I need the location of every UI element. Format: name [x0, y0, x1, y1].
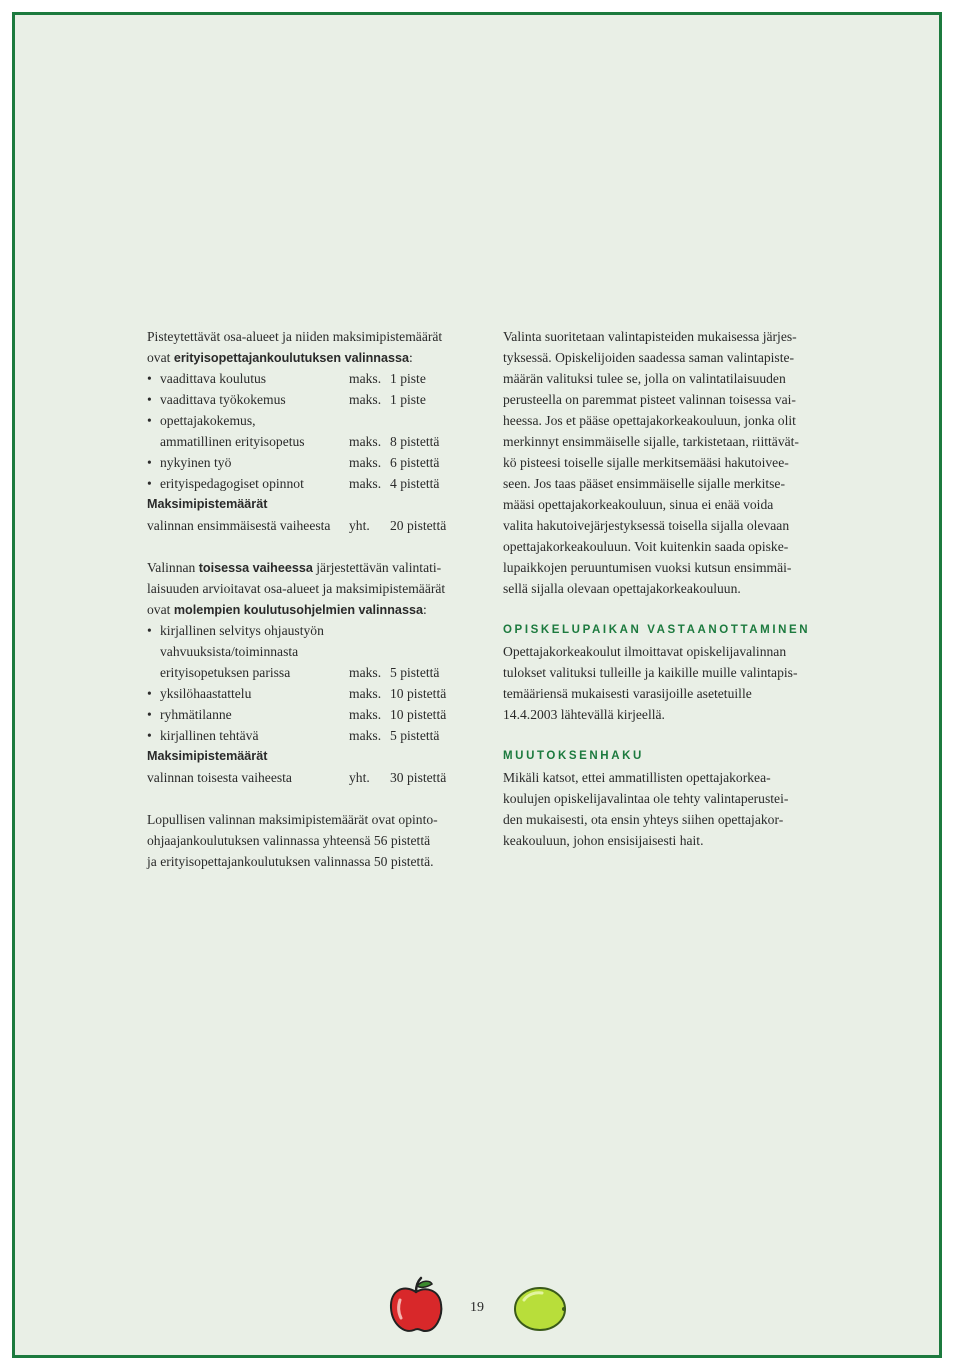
- heading-appeal: MUUTOKSENHAKU: [503, 750, 644, 762]
- list1-item-maks: maks.: [349, 371, 382, 386]
- bullet-icon: •: [147, 371, 152, 386]
- intro-line-2: ovat erityisopettajankoulutuksen valinnassa:: [147, 350, 413, 365]
- list2-item-label: ryhmätilanne: [160, 707, 232, 722]
- both-programs-emph: molempien koulutusohjelmien valinnassa: [173, 603, 423, 617]
- list2-item: [147, 662, 487, 683]
- list1-item-points: 1 piste: [390, 392, 426, 407]
- bullet-icon: •: [147, 455, 152, 470]
- list2-item-label: yksilöhaastattelu: [160, 686, 252, 701]
- list1-item: [147, 389, 487, 410]
- list2-item-maks: maks.: [349, 707, 382, 722]
- list2-item-label: vahvuuksista/toiminnasta: [160, 644, 299, 659]
- text-line: Valinta suoritetaan valintapisteiden mukaisessa järjes-: [503, 329, 797, 344]
- list1-item-label: erityispedagogiset opinnot: [160, 476, 304, 491]
- final-line-1: Lopullisen valinnan maksimipistemäärät ovat opinto-: [147, 812, 438, 827]
- list2-item-points: 10 pistettä: [390, 707, 447, 722]
- list1-item-maks: maks.: [349, 455, 382, 470]
- text-line: perusteella on paremmat pisteet valinnan toisessa vai-: [503, 392, 796, 407]
- list1-item-maks: maks.: [349, 476, 382, 491]
- intro2-line-3: ovat molempien koulutusohjelmien valinnassa:: [147, 602, 427, 617]
- text-line: koulujen opiskelijavalintaa ole tehty valintaperustei-: [503, 791, 789, 806]
- list2-item-points: 5 pistettä: [390, 728, 440, 743]
- max2-yht: yht.: [349, 770, 370, 785]
- bullet-icon: •: [147, 623, 152, 638]
- text-line: kö pisteesi toiselle sijalle merkitsemääsi hakutoivee-: [503, 455, 789, 470]
- bullet-icon: •: [147, 728, 152, 743]
- bullet-icon: •: [147, 707, 152, 722]
- list1-item: [147, 410, 487, 431]
- text-line: Mikäli katsot, ettei ammatillisten opettajakorkea-: [503, 770, 771, 785]
- criteria-list-1: [147, 368, 487, 494]
- selection-paragraph: [503, 326, 823, 599]
- text-line: temääriensä mukaisesti varasijoille asetetuille: [503, 686, 752, 701]
- list2-item: [147, 704, 487, 725]
- final-line-3: ja erityisopettajankoulutuksen valinnassa 50 pistettä.: [147, 854, 434, 869]
- text-line: seen. Jos taas pääset ensimmäiselle sijalle merkitse-: [503, 476, 785, 491]
- list1-item: [147, 473, 487, 494]
- list1-item-points: 4 pistettä: [390, 476, 440, 491]
- text-line: tyksessä. Opiskelijoiden saadessa saman valintapiste-: [503, 350, 795, 365]
- acceptance-paragraph: [503, 641, 823, 725]
- text-line: määsi opettajakorkeakouluun, sinua ei enää voida: [503, 497, 774, 512]
- max2-heading: Maksimipistemäärät: [147, 749, 268, 763]
- intro-line-1: Pisteytettävät osa-alueet ja niiden maksimipistemäärät: [147, 329, 443, 344]
- text-line: sellä sijalla olevaan opettajakorkeakouluun.: [503, 581, 741, 596]
- list1-item: [147, 431, 487, 452]
- page-number: 19: [470, 1300, 484, 1315]
- right-column: [503, 326, 823, 851]
- lime-icon: [512, 1284, 568, 1334]
- list2-item: [147, 620, 487, 641]
- list1-item-label: vaadittava työkokemus: [160, 392, 286, 407]
- text-line: merkinnyt ensimmäiselle sijalle, tarkistetaan, riittävät-: [503, 434, 799, 449]
- list1-item-label: ammatillinen erityisopetus: [160, 434, 305, 449]
- text-line: määrän valituksi tulee se, jolla on valintatilaisuuden: [503, 371, 786, 386]
- text-line: tulokset valituksi tulleille ja kaikille muille valintapis-: [503, 665, 798, 680]
- left-column: [147, 326, 487, 872]
- list2-item-label: erityisopetuksen parissa: [160, 665, 291, 680]
- list2-item: [147, 641, 487, 662]
- list2-item-points: 10 pistettä: [390, 686, 447, 701]
- text-line: den mukaisesti, ota ensin yhteys siihen opettajakor-: [503, 812, 784, 827]
- max2-label: valinnan toisesta vaiheesta: [147, 770, 292, 785]
- list2-item: [147, 683, 487, 704]
- list1-item: [147, 368, 487, 389]
- list2-item-points: 5 pistettä: [390, 665, 440, 680]
- phase-two-emph: toisessa vaiheessa: [198, 561, 313, 575]
- list2-item-maks: maks.: [349, 728, 382, 743]
- program-name: erityisopettajankoulutuksen valinnassa: [173, 351, 409, 365]
- max1-heading: Maksimipistemäärät: [147, 497, 268, 511]
- max1-yht: yht.: [349, 518, 370, 533]
- max1-total-row: [147, 515, 487, 536]
- list2-item-label: kirjallinen selvitys ohjaustyön: [160, 623, 324, 638]
- list2-item-maks: maks.: [349, 665, 382, 680]
- text-line: heessa. Jos et pääse opettajakorkeakouluun, jonka olit: [503, 413, 796, 428]
- bullet-icon: •: [147, 476, 152, 491]
- list1-item-points: 6 pistettä: [390, 455, 440, 470]
- list1-item-maks: maks.: [349, 392, 382, 407]
- intro2-line-1: Valinnan toisessa vaiheessa järjestettävän valintati-: [147, 560, 442, 575]
- text-line: lupaikkojen peruuntumisen vuoksi kutsun ensimmäi-: [503, 560, 792, 575]
- final-line-2: ohjaajankoulutuksen valinnassa yhteensä 56 pistettä: [147, 833, 431, 848]
- list1-item-label: nykyinen työ: [160, 455, 232, 470]
- appeal-paragraph: [503, 767, 823, 851]
- max2-total-row: [147, 767, 487, 788]
- bullet-icon: •: [147, 686, 152, 701]
- max1-label: valinnan ensimmäisestä vaiheesta: [147, 518, 331, 533]
- apple-icon: [386, 1276, 446, 1338]
- criteria-list-2: [147, 620, 487, 746]
- text-line: keakouluun, johon ensisijaisesti hait.: [503, 833, 704, 848]
- max1-points: 20 pistettä: [390, 518, 447, 533]
- max2-points: 30 pistettä: [390, 770, 447, 785]
- list1-item-points: 8 pistettä: [390, 434, 440, 449]
- text-line: opettajakorkeakouluun. Voit kuitenkin saada opiske-: [503, 539, 789, 554]
- list2-item: [147, 725, 487, 746]
- list2-item-label: kirjallinen tehtävä: [160, 728, 259, 743]
- text-line: valita hakutoivejärjestyksessä toisella sijalla olevaan: [503, 518, 790, 533]
- bullet-icon: •: [147, 413, 152, 428]
- bullet-icon: •: [147, 392, 152, 407]
- list1-item-label: opettajakokemus,: [160, 413, 256, 428]
- list1-item: [147, 452, 487, 473]
- list1-item-label: vaadittava koulutus: [160, 371, 267, 386]
- intro2-line-2: laisuuden arvioitavat osa-alueet ja maksimipistemäärät: [147, 581, 446, 596]
- text-line: Opettajakorkeakoulut ilmoittavat opiskelijavalinnan: [503, 644, 787, 659]
- list2-item-maks: maks.: [349, 686, 382, 701]
- list1-item-points: 1 piste: [390, 371, 426, 386]
- text-line: 14.4.2003 lähtevällä kirjeellä.: [503, 707, 665, 722]
- heading-acceptance: OPISKELUPAIKAN VASTAANOTTAMINEN: [503, 624, 811, 636]
- list1-item-maks: maks.: [349, 434, 382, 449]
